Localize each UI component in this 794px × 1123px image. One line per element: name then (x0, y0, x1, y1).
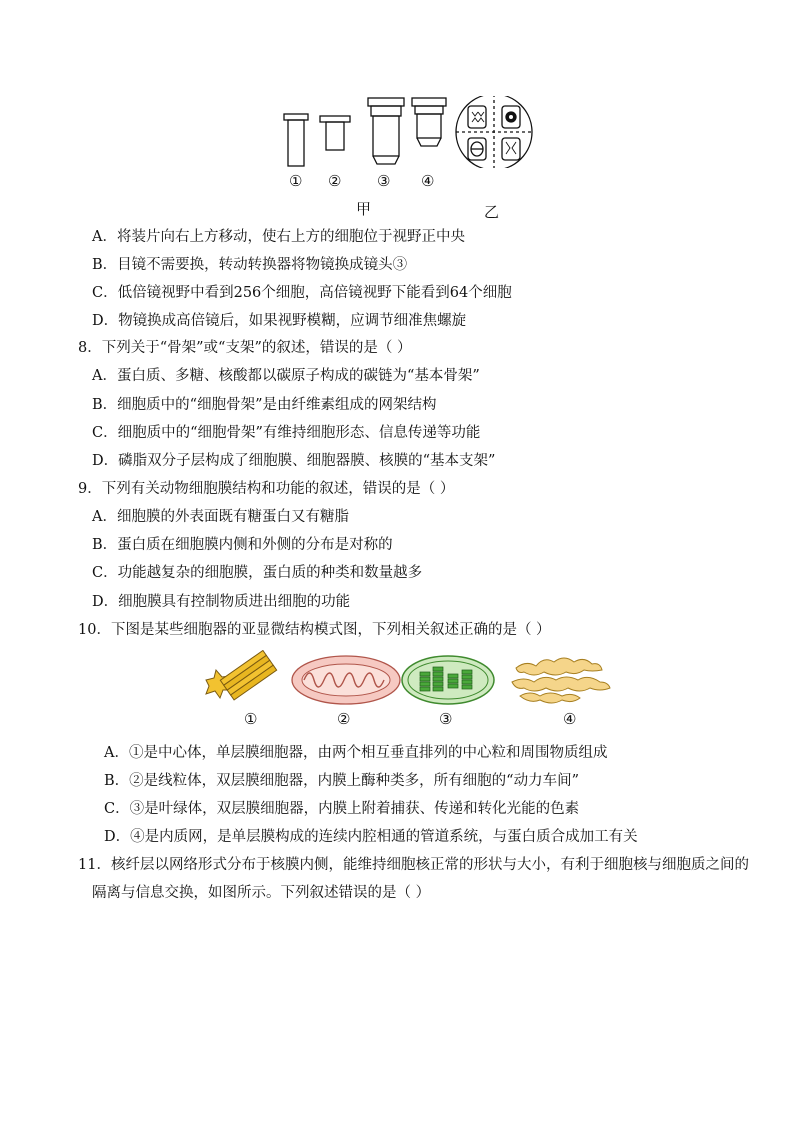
objective-short-icon (412, 98, 446, 146)
q8-option-a: A．蛋白质、多糖、核酸都以碳原子构成的碳链为“基本骨架” (92, 368, 480, 384)
endoplasmic-reticulum-icon (512, 658, 610, 703)
q10-option-d: D．④是内质网，是单层膜构成的连续内腔相通的管道系统，与蛋白质合成加工有关 (104, 829, 638, 845)
q7-option-c: C．低倍镜视野中看到256个细胞，高倍镜视野下能看到64个细胞 (92, 285, 512, 301)
organelle-label-2: ② (337, 710, 351, 728)
chloroplast-icon (402, 656, 494, 704)
q9-option-d: D．细胞膜具有控制物质进出细胞的功能 (92, 594, 351, 610)
microscope-lens-figure (280, 96, 540, 168)
q7-option-a: A．将装片向右上方移动，使右上方的细胞位于视野正中央 (92, 229, 465, 245)
objective-long-icon (368, 98, 404, 164)
q9-option-a: A．细胞膜的外表面既有糖蛋白又有糖脂 (92, 509, 349, 525)
q7-option-b: B．目镜不需要换，转动转换器将物镜换成镜头③ (92, 257, 408, 273)
q11-stem: 11．核纤层以网络形式分布于核膜内侧，能维持细胞核正常的形状与大小，有利于细胞核与细胞质之间的 (78, 857, 749, 873)
q9-option-b: B．蛋白质在细胞膜内侧和外侧的分布是对称的 (92, 537, 393, 553)
eyepiece-short-icon (320, 116, 350, 150)
q11-stem-continued: 隔离与信息交换，如图所示。下列叙述错误的是（ ） (92, 885, 431, 901)
mitochondrion-icon (292, 656, 400, 704)
eyepiece-long-icon (284, 114, 308, 166)
organelle-label-4: ④ (563, 710, 577, 728)
q9-option-c: C．功能越复杂的细胞膜，蛋白质的种类和数量越多 (92, 565, 423, 581)
q10-option-a: A．①是中心体，单层膜细胞器，由两个相互垂直排列的中心粒和周围物质组成 (104, 745, 608, 761)
lens-label-4: ④ (421, 172, 435, 190)
centriole-icon (206, 650, 277, 699)
lens-label-1: ① (289, 172, 303, 190)
lens-label-2: ② (328, 172, 342, 190)
organelle-label-3: ③ (439, 710, 453, 728)
organelle-figure (196, 650, 622, 708)
lens-label-3: ③ (377, 172, 391, 190)
organelle-label-1: ① (244, 710, 258, 728)
q9-stem: 9．下列有关动物细胞膜结构和功能的叙述，错误的是（ ） (78, 481, 455, 497)
field-of-view-icon (456, 96, 532, 168)
figure-label-yi: 乙 (484, 203, 500, 221)
figure-label-jia: 甲 (356, 200, 372, 218)
q8-stem: 8．下列关于“骨架”或“支架”的叙述，错误的是（ ） (78, 340, 412, 356)
q10-stem: 10．下图是某些细胞器的亚显微结构模式图，下列相关叙述正确的是（ ） (78, 622, 551, 638)
q10-option-b: B．②是线粒体，双层膜细胞器，内膜上酶种类多，所有细胞的“动力车间” (104, 773, 579, 789)
q7-option-d: D．物镜换成高倍镜后，如果视野模糊，应调节细准焦螺旋 (92, 313, 467, 329)
q10-option-c: C．③是叶绿体，双层膜细胞器，内膜上附着捕获、传递和转化光能的色素 (104, 801, 580, 817)
q8-option-c: C．细胞质中的“细胞骨架”有维持细胞形态、信息传递等功能 (92, 425, 481, 441)
q8-option-d: D．磷脂双分子层构成了细胞膜、细胞器膜、核膜的“基本支架” (92, 453, 496, 469)
q8-option-b: B．细胞质中的“细胞骨架”是由纤维素组成的网架结构 (92, 397, 437, 413)
